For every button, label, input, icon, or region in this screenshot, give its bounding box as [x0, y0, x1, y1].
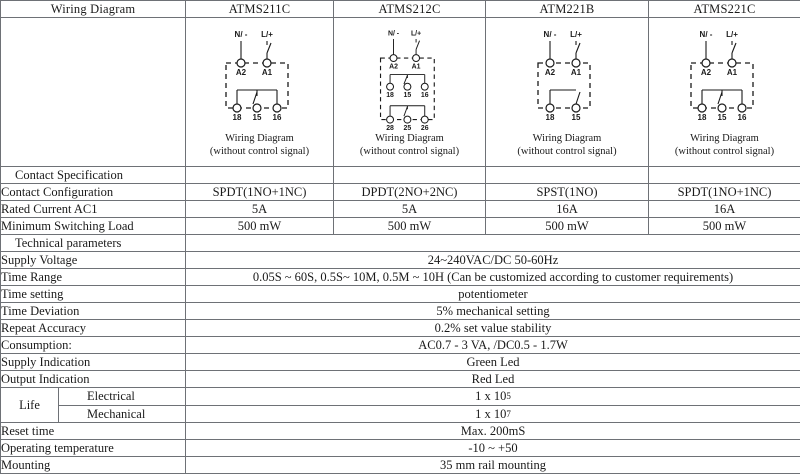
wiring-diagram-cell-atm221b: [486, 18, 649, 167]
life-label-cell: [1, 388, 186, 423]
table-row-time-range: [1, 269, 800, 286]
row-value: 500 mW: [186, 218, 334, 235]
svg-text:15: 15: [717, 113, 726, 122]
table-row-supply-indication: [1, 354, 800, 371]
table-row-consumption: [1, 337, 800, 354]
table-row-rated-current: [1, 201, 800, 218]
wiring-diagram-caption-2: [360, 132, 459, 166]
svg-text:N/ -: N/ -: [234, 30, 247, 39]
table-row-time-setting: [1, 286, 800, 303]
row-value: SPDT(1NO+1NC): [186, 184, 334, 201]
row-value: SPDT(1NO+1NC): [649, 184, 800, 201]
caption-line-1: Wiring Diagram: [360, 132, 459, 145]
life-mechanical-value: [186, 406, 800, 423]
svg-text:A2: A2: [545, 68, 556, 77]
table-row-supply-voltage: [1, 252, 800, 269]
section-row-contact-specification: [1, 167, 800, 184]
svg-text:18: 18: [386, 92, 394, 99]
caption-line-2: (without control signal): [675, 145, 774, 158]
row-value: 16A: [649, 201, 800, 218]
svg-text:A1: A1: [261, 68, 272, 77]
life-electrical-base: 1 x 10: [475, 389, 506, 403]
caption-line-2: (without control signal): [210, 145, 309, 158]
wiring-diagram-caption-1: [210, 132, 309, 166]
wiring-diagram-cell-atms212c: [334, 18, 486, 167]
caption-line-1: Wiring Diagram: [675, 132, 774, 145]
row-label: Output Indication: [1, 371, 186, 388]
row-value: 500 mW: [649, 218, 800, 235]
wiring-diagram-caption-3: [517, 132, 616, 166]
caption-line-1: Wiring Diagram: [517, 132, 616, 145]
svg-text:28: 28: [386, 125, 394, 132]
svg-text:15: 15: [252, 113, 261, 122]
caption-line-2: (without control signal): [360, 145, 459, 158]
row-value: 35 mm rail mounting: [186, 457, 800, 474]
row-label: Consumption:: [1, 337, 186, 354]
row-label: Time Range: [1, 269, 186, 286]
svg-text:N/ -: N/ -: [544, 30, 557, 39]
row-value: DPDT(2NO+2NC): [334, 184, 486, 201]
table-row-contact-configuration: [1, 184, 800, 201]
section-filler-3: [486, 167, 649, 184]
life-label: Life: [1, 388, 59, 422]
table-row-life: [1, 388, 800, 423]
section-label-technical-parameters: Technical parameters: [1, 235, 186, 252]
row-value: Red Led: [186, 371, 800, 388]
row-value: 24~240VAC/DC 50-60Hz: [186, 252, 800, 269]
life-value-cell: [186, 388, 800, 423]
section-row-technical-parameters: [1, 235, 800, 252]
row-label: Minimum Switching Load: [1, 218, 186, 235]
table-row-operating-temperature: [1, 440, 800, 457]
svg-text:N/ -: N/ -: [387, 31, 399, 38]
svg-text:25: 25: [403, 125, 411, 132]
row-value: 0.05S ~ 60S, 0.5S~ 10M, 0.5M ~ 10H (Can be customized according to customer requirements): [186, 269, 800, 286]
wiring-diagram-empty-cell: [1, 18, 186, 167]
row-label: Supply Voltage: [1, 252, 186, 269]
wiring-diagram-cell-atms221c: [649, 18, 800, 167]
svg-text:18: 18: [232, 113, 241, 122]
table-header-row: [1, 1, 800, 18]
row-value: 5A: [186, 201, 334, 218]
wiring-diagram-cell-atms211c: [186, 18, 334, 167]
header-model-4: ATMS221C: [649, 1, 800, 18]
life-electrical-exponent: 5: [506, 391, 511, 401]
caption-line-1: Wiring Diagram: [210, 132, 309, 145]
svg-text:L/+: L/+: [726, 30, 738, 39]
table-row-mounting: [1, 457, 800, 474]
life-mechanical-exponent: 7: [506, 409, 511, 419]
svg-text:18: 18: [546, 113, 555, 122]
svg-text:16: 16: [272, 113, 281, 122]
row-label: Operating temperature: [1, 440, 186, 457]
life-electrical-value: [186, 388, 800, 406]
section-label-contact-specification: Contact Specification: [1, 167, 186, 184]
row-value: 500 mW: [486, 218, 649, 235]
table-row-repeat-accuracy: [1, 320, 800, 337]
life-mechanical-label: Mechanical: [59, 406, 185, 423]
svg-text:A1: A1: [726, 68, 737, 77]
svg-text:15: 15: [572, 113, 581, 122]
row-value: 500 mW: [334, 218, 486, 235]
header-label-column: Wiring Diagram: [1, 1, 186, 18]
row-label: Time setting: [1, 286, 186, 303]
svg-text:A1: A1: [571, 68, 582, 77]
row-value: -10 ~ +50: [186, 440, 800, 457]
svg-text:16: 16: [737, 113, 746, 122]
wiring-diagram-row: [1, 18, 800, 167]
table-row-reset-time: [1, 423, 800, 440]
header-model-3: ATM221B: [486, 1, 649, 18]
row-label: Repeat Accuracy: [1, 320, 186, 337]
caption-line-2: (without control signal): [517, 145, 616, 158]
row-value: 5A: [334, 201, 486, 218]
header-model-1: ATMS211C: [186, 1, 334, 18]
wiring-diagram-spst-icon: [508, 26, 626, 122]
row-value: Green Led: [186, 354, 800, 371]
wiring-diagram-spdt-icon-2: [666, 26, 784, 122]
section-filler-4: [649, 167, 800, 184]
section-filler-2: [334, 167, 486, 184]
header-model-2: ATMS212C: [334, 1, 486, 18]
svg-text:L/+: L/+: [570, 30, 582, 39]
row-label: Contact Configuration: [1, 184, 186, 201]
section-filler-technical: [186, 235, 800, 252]
svg-text:A2: A2: [235, 68, 246, 77]
life-mechanical-base: 1 x 10: [475, 407, 506, 421]
table-row-minimum-switching-load: [1, 218, 800, 235]
svg-text:16: 16: [420, 92, 428, 99]
svg-text:A1: A1: [411, 63, 420, 70]
row-label: Mounting: [1, 457, 186, 474]
row-label: Supply Indication: [1, 354, 186, 371]
row-value: potentiometer: [186, 286, 800, 303]
wiring-diagram-spdt-icon: [201, 26, 319, 122]
row-value: 5% mechanical setting: [186, 303, 800, 320]
svg-text:L/+: L/+: [410, 31, 420, 38]
row-value: 0.2% set value stability: [186, 320, 800, 337]
life-electrical-label: Electrical: [59, 388, 185, 406]
svg-text:15: 15: [403, 92, 411, 99]
table-row-time-deviation: [1, 303, 800, 320]
row-value: Max. 200mS: [186, 423, 800, 440]
wiring-diagram-caption-4: [675, 132, 774, 166]
svg-text:18: 18: [697, 113, 706, 122]
row-label: Time Deviation: [1, 303, 186, 320]
table-row-output-indication: [1, 371, 800, 388]
svg-text:A2: A2: [389, 63, 398, 70]
svg-text:A2: A2: [700, 68, 711, 77]
section-filler-1: [186, 167, 334, 184]
svg-text:26: 26: [420, 125, 428, 132]
wiring-diagram-dpdt-icon: [351, 26, 469, 132]
row-value: SPST(1NO): [486, 184, 649, 201]
row-label: Rated Current AC1: [1, 201, 186, 218]
row-value: 16A: [486, 201, 649, 218]
row-label: Reset time: [1, 423, 186, 440]
svg-text:N/ -: N/ -: [699, 30, 712, 39]
row-value: AC0.7 - 3 VA, /DC0.5 - 1.7W: [186, 337, 800, 354]
svg-text:L/+: L/+: [261, 30, 273, 39]
